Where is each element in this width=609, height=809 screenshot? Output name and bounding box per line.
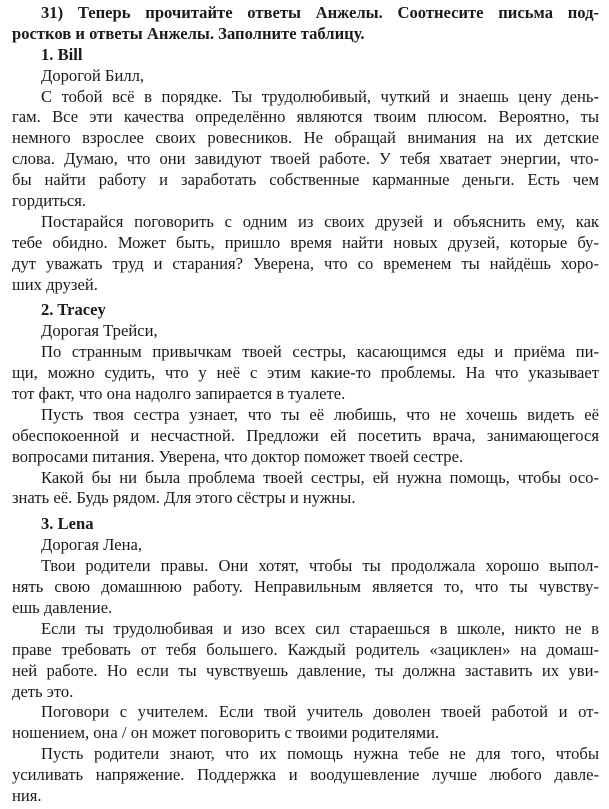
paragraph-line: праве требовать от тебя большего. Каждый родитель «зациклен» на домаш- [12, 639, 599, 659]
paragraph-line: слова. Думаю, что они завидуют твоей работе. У тебя хватает энергии, что- [12, 149, 599, 169]
letter-section [12, 509, 599, 806]
paragraph-line: немного взрослее своих ровесников. Не обращай внимания на их детские [12, 128, 599, 148]
paragraph-line: дут уважать труд и старания? Уверена, что со временем ты найдёшь хоро- [12, 253, 599, 273]
letter-paragraph [12, 702, 599, 744]
paragraph-line: По странным привычкам твоей сестры, касающимся еды и приёма пи- [41, 342, 599, 362]
letter-paragraph [12, 619, 599, 703]
letters [12, 45, 599, 807]
task-instruction [12, 3, 599, 45]
task-line: ростков и ответы Анжелы. Заполните таблицу. [12, 23, 365, 43]
section-heading: 2. Tracey [41, 300, 106, 320]
paragraph-line: гам. Все эти качества определённо являются твоим плюсом. Вероятно, ты [12, 107, 599, 127]
paragraph-line: Твои родители правы. Они хотят, чтобы ты продолжала хорошо выпол- [41, 556, 599, 576]
section-heading: 3. Lena [41, 514, 94, 534]
paragraph-line: вопросами питания. Уверена, что доктор поможет твоей сестре. [12, 446, 464, 466]
paragraph-line: Если ты трудолюбивая и изо всех сил стараешься в школе, никто не в [41, 618, 599, 638]
paragraph-line: ней работе. Но если ты чувствуешь давление, ты должна заставить их уви- [12, 660, 599, 680]
paragraph-line: ешь давление. [12, 597, 113, 617]
letter-paragraph [12, 405, 599, 468]
letter-section [12, 295, 599, 509]
letter-paragraph [12, 556, 599, 619]
paragraph-line: обеспокоенной и несчастной. Предложи ей посетить врача, занимающегося [12, 425, 599, 445]
task-line: 31) Теперь прочитайте ответы Анжелы. Соотнесите письма под- [41, 3, 599, 22]
paragraph-line: Пусть твоя сестра узнает, что ты её любишь, что не хочешь видеть её [41, 404, 599, 424]
letter-paragraph [12, 744, 599, 807]
paragraph-line: усиливать напряжение. Поддержка и воодушевление лучше любого давле- [12, 765, 599, 785]
paragraph-line: Постарайся поговорить с одним из своих друзей и объяснить ему, как [41, 211, 599, 231]
paragraph-line: ношением, она / он может поговорить с твоими родителями. [12, 723, 440, 743]
paragraph-line: С тобой всё в порядке. Ты трудолюбивый, чуткий и знаешь цену день- [41, 86, 599, 106]
paragraph-line: щи, можно судить, что у неё с этим какие-то проблемы. На что указывает [12, 363, 599, 383]
letter-paragraph [12, 87, 599, 212]
paragraph-line: бы найти работу и заработать собственные карманные деньги. Есть чем [12, 170, 599, 190]
letter-paragraph [12, 342, 599, 405]
letter-greeting: Дорогой Билл, [41, 65, 145, 85]
paragraph-line: тот факт, что она надолго запирается в туалете. [12, 384, 346, 404]
paragraph-line: нять свою домашнюю работу. Неправильным является то, что ты чувству- [12, 577, 599, 597]
letter-section [12, 45, 599, 296]
section-heading: 1. Bill [41, 44, 83, 64]
letter-greeting: Дорогая Лена, [41, 535, 143, 555]
letter-greeting: Дорогая Трейси, [41, 321, 158, 341]
paragraph-line: ния. [12, 785, 42, 805]
paragraph-line: знать её. Будь рядом. Для этого сёстры и нужны. [12, 488, 356, 508]
paragraph-line: ших друзей. [12, 274, 98, 294]
paragraph-line: гордиться. [12, 191, 87, 211]
paragraph-line: Пусть родители знают, что их помощь нужна тебе не для того, чтобы [41, 744, 599, 764]
document-page [12, 3, 599, 807]
paragraph-line: Какой бы ни была проблема твоей сестры, ей нужна помощь, чтобы осо- [41, 467, 599, 487]
paragraph-line: тебе обидно. Может быть, пришло время найти новых друзей, которые бу- [12, 232, 599, 252]
letter-paragraph [12, 468, 599, 510]
paragraph-line: деть это. [12, 681, 74, 701]
letter-paragraph [12, 212, 599, 296]
paragraph-line: Поговори с учителем. Если твой учитель доволен твоей работой и от- [41, 702, 599, 722]
